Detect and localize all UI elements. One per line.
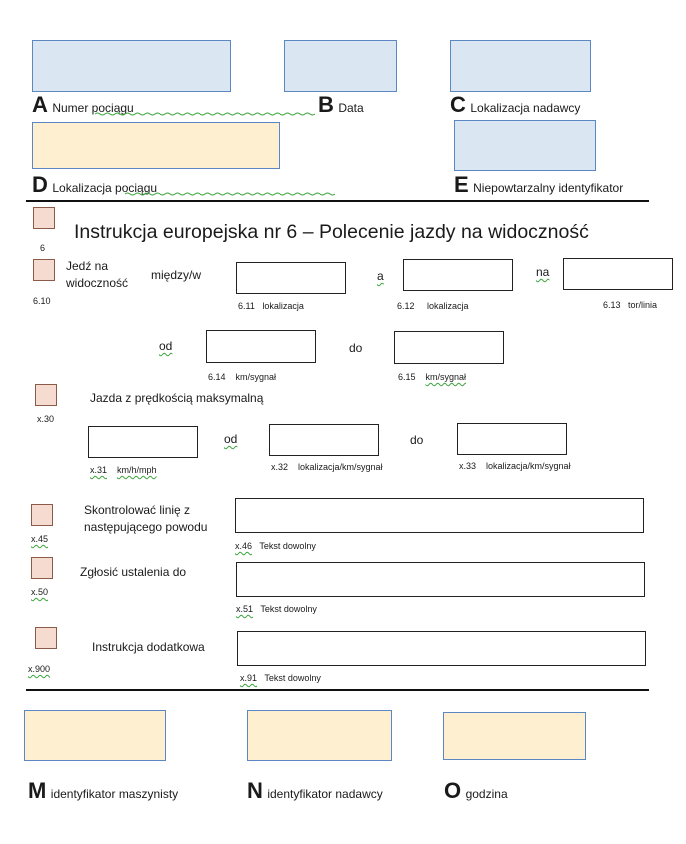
- field-x33[interactable]: [457, 423, 567, 455]
- letter-m: M: [28, 778, 47, 803]
- field-x32-caption: [271, 462, 383, 472]
- and-label-text: a: [377, 269, 384, 283]
- field-6-14-code: 6.14: [208, 372, 226, 382]
- label-b: [318, 92, 364, 118]
- label-n: [247, 778, 383, 804]
- on-label-text: na: [536, 265, 550, 279]
- row-x50-code-text: x.50: [31, 587, 49, 597]
- letter-b: B: [318, 92, 334, 117]
- spellcheck-underline: [95, 112, 315, 116]
- field-6-11-label: lokalizacja: [262, 301, 304, 311]
- and-label: [377, 269, 384, 283]
- field-6-15-caption: [398, 372, 466, 382]
- field-x91-caption: [240, 673, 321, 683]
- field-x46-caption: [235, 541, 316, 551]
- from-label-6-text: od: [159, 339, 173, 353]
- field-x31-label: km/h/mph: [117, 465, 157, 475]
- sender-location-field[interactable]: [450, 40, 591, 92]
- row-x30-label: Jazda z prędkością maksymalną: [90, 391, 264, 405]
- field-6-12-caption: [397, 301, 469, 311]
- field-x31-code: x.31: [90, 465, 108, 475]
- field-x91-label: Tekst dowolny: [264, 673, 321, 683]
- field-x31[interactable]: [88, 426, 198, 458]
- field-6-13[interactable]: [563, 258, 673, 290]
- label-n-text: identyfikator nadawcy: [267, 787, 383, 801]
- sender-identifier-field[interactable]: [247, 710, 392, 761]
- train-location-field[interactable]: [32, 122, 280, 169]
- row-x45-label-line2: następującego powodu: [84, 520, 208, 534]
- row-6-10-code: 6.10: [33, 296, 51, 306]
- row-x45-code: [31, 534, 48, 544]
- field-6-11-caption: [238, 301, 304, 311]
- section-6-code: 6: [40, 243, 46, 253]
- divider-top: [26, 200, 649, 202]
- field-6-12[interactable]: [403, 259, 513, 291]
- row-6-10-label-line1: Jedź na: [66, 259, 109, 273]
- row-x45-label-line1: Skontrolować linię z: [84, 503, 191, 517]
- field-x46-code: x.46: [235, 541, 253, 551]
- divider-bottom: [26, 689, 649, 691]
- label-b-text: Data: [338, 101, 364, 115]
- field-x32-label: lokalizacja/km/sygnał: [298, 462, 383, 472]
- from-label-x30: [224, 432, 237, 446]
- row-x900-label: Instrukcja dodatkowa: [92, 640, 205, 654]
- label-m: [28, 778, 178, 804]
- field-x51-caption: [236, 604, 317, 614]
- letter-c: C: [450, 92, 466, 117]
- field-6-12-code: 6.12: [397, 301, 415, 311]
- field-6-11-code: 6.11: [238, 301, 255, 311]
- letter-o: O: [444, 778, 462, 803]
- row-x50-code: [31, 587, 48, 597]
- field-6-15[interactable]: [394, 331, 504, 364]
- field-x33-label: lokalizacja/km/sygnał: [486, 461, 571, 471]
- field-6-11[interactable]: [236, 262, 346, 294]
- row-x900-code: [28, 664, 50, 674]
- row-x900-checkbox[interactable]: [35, 627, 57, 649]
- section-6-checkbox[interactable]: [33, 207, 55, 229]
- unique-identifier-field[interactable]: [454, 120, 596, 171]
- field-6-15-code: 6.15: [398, 372, 416, 382]
- field-x46-label: Tekst dowolny: [259, 541, 316, 551]
- label-o-text: godzina: [465, 787, 508, 801]
- field-6-14-caption: [208, 372, 276, 382]
- label-d-text: Lokalizacja pociągu: [52, 181, 158, 195]
- label-c: [450, 92, 580, 118]
- from-label-6: [159, 339, 172, 353]
- field-6-14-label: km/sygnał: [235, 372, 277, 382]
- label-o: [444, 778, 508, 804]
- field-x32-code: x.32: [271, 462, 289, 472]
- train-number-field[interactable]: [32, 40, 231, 92]
- field-x31-caption: [90, 465, 157, 475]
- row-x45-checkbox[interactable]: [31, 504, 53, 526]
- row-x30-checkbox[interactable]: [35, 384, 57, 406]
- row-6-10-checkbox[interactable]: [33, 259, 55, 281]
- field-6-12-label: lokalizacja: [427, 301, 469, 311]
- driver-identifier-field[interactable]: [24, 710, 166, 761]
- letter-d: D: [32, 172, 48, 197]
- section-6-title: Instrukcja europejska nr 6 – Polecenie jazdy na widoczność: [74, 221, 589, 243]
- between-label: między/w: [151, 268, 202, 282]
- label-e: [454, 172, 623, 198]
- to-label-6: do: [349, 341, 363, 355]
- field-x32[interactable]: [269, 424, 379, 456]
- field-6-13-code: 6.13: [603, 300, 621, 310]
- label-m-text: identyfikator maszynisty: [50, 787, 179, 801]
- field-x91-code: x.91: [240, 673, 258, 683]
- row-x50-checkbox[interactable]: [31, 557, 53, 579]
- row-x50-label: Zgłosić ustalenia do: [80, 565, 187, 579]
- letter-e: E: [454, 172, 469, 197]
- field-x91[interactable]: [237, 631, 646, 666]
- field-x51-code: x.51: [236, 604, 254, 614]
- spellcheck-underline: [125, 192, 335, 196]
- from-label-x30-text: od: [224, 432, 238, 446]
- letter-n: N: [247, 778, 263, 803]
- date-field[interactable]: [284, 40, 397, 92]
- to-label-x30: do: [410, 433, 424, 447]
- field-x51-label: Tekst dowolny: [260, 604, 317, 614]
- row-x30-code: x.30: [37, 414, 55, 424]
- time-field[interactable]: [443, 712, 586, 760]
- row-6-10-label-line2: widoczność: [66, 276, 129, 290]
- field-x46[interactable]: [235, 498, 644, 533]
- row-x45-code-text: x.45: [31, 534, 49, 544]
- letter-a: A: [32, 92, 48, 117]
- field-x33-caption: [459, 461, 571, 471]
- field-x51[interactable]: [236, 562, 645, 597]
- label-c-text: Lokalizacja nadawcy: [470, 101, 581, 115]
- field-6-14[interactable]: [206, 330, 316, 363]
- field-6-13-caption: [603, 300, 657, 310]
- row-x900-code-text: x.900: [28, 664, 51, 674]
- field-x33-code: x.33: [459, 461, 477, 471]
- field-6-15-label: km/sygnał: [425, 372, 467, 382]
- field-6-13-label: tor/linia: [628, 300, 658, 310]
- on-label: [536, 265, 549, 279]
- label-a-text: Numer pociągu: [52, 101, 134, 115]
- label-e-text: Niepowtarzalny identyfikator: [473, 181, 624, 195]
